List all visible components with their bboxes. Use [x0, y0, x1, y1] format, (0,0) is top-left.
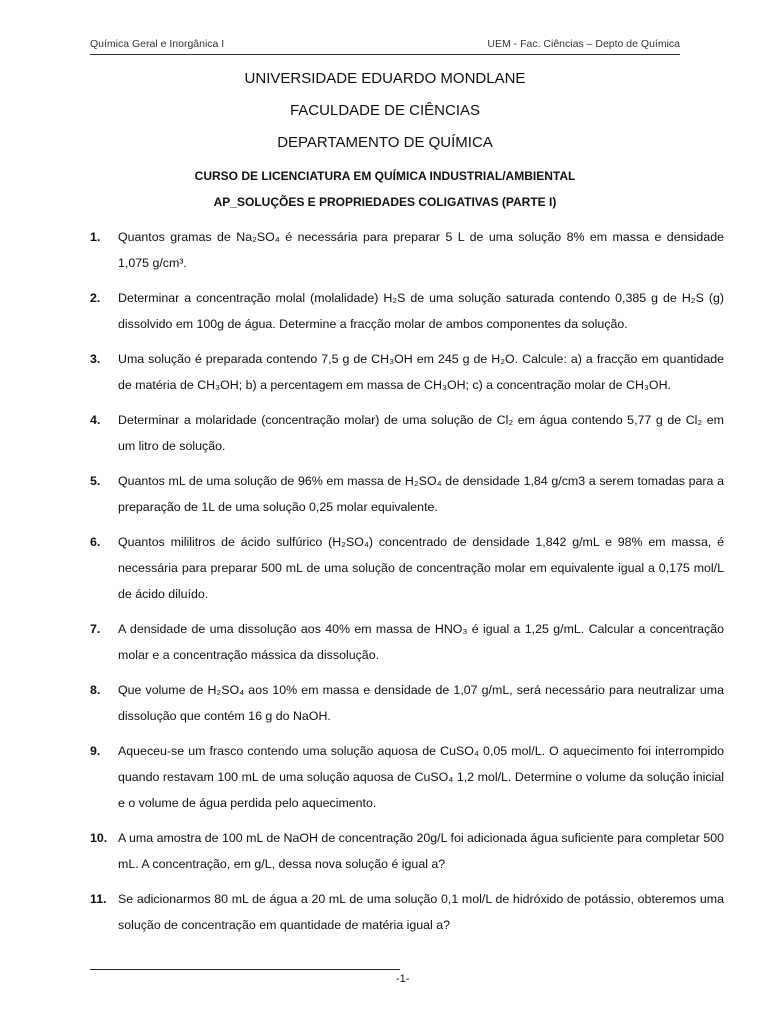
question-text: Uma solução é preparada contendo 7,5 g de CH₃OH em 245 g de H₂O. Calcule: a) a fracção em quantidade de matéria de CH₃OH; b) a percentagem em massa de CH₃OH; c) a concentração molar de CH₃OH.: [118, 352, 724, 392]
question-number: 1.: [90, 230, 101, 244]
footer-rule: [90, 969, 400, 970]
header-institution: UEM - Fac. Ciências – Depto de Química: [487, 38, 680, 50]
header-course-name: Química Geral e Inorgânica I: [90, 38, 225, 50]
running-header: [90, 38, 680, 55]
question-number: 4.: [90, 413, 101, 427]
question-text: A uma amostra de 100 mL de NaOH de concentração 20g/L foi adicionada água suficiente para completar 500 mL. A concentração, em g/L, dessa nova solução é igual a?: [118, 831, 724, 871]
question-number: 11.: [90, 892, 107, 906]
question-number: 9.: [90, 744, 101, 758]
question-number: 6.: [90, 535, 101, 549]
question-item: [90, 677, 724, 729]
question-text: Quantos gramas de Na₂SO₄ é necessária para preparar 5 L de uma solução 8% em massa e densidade 1,075 g/cm³.: [118, 230, 724, 270]
question-number: 3.: [90, 352, 101, 366]
question-text: Aqueceu-se um frasco contendo uma solução aquosa de CuSO₄ 0,05 mol/L. O aquecimento foi interrompido quando restavam 100 mL de uma solução aquosa de CuSO₄ 1,2 mol/L. Determine o volume da solução inicial e o volume de água perdida pelo aquecimento.: [118, 744, 724, 810]
course-title: CURSO DE LICENCIATURA EM QUÍMICA INDUSTRIAL/AMBIENTAL: [194, 169, 576, 183]
question-text: Quantos mililitros de ácido sulfúrico (H₂SO₄) concentrado de densidade 1,842 g/mL e 98% em massa, é necessária para preparar 500 mL de uma solução de concentração molar em equivalente igual a 0,175 mol/L de ácido diluído.: [118, 535, 724, 601]
question-item: [90, 468, 724, 520]
title-block: [90, 68, 680, 210]
question-text: Determinar a molaridade (concentração molar) de uma solução de Cl₂ em água contendo 5,77 g de Cl₂ em um litro de solução.: [118, 413, 724, 453]
question-item: [90, 285, 724, 337]
question-item: [90, 407, 724, 459]
department-title: DEPARTAMENTO DE QUÍMICA: [277, 134, 493, 151]
question-text: Que volume de H₂SO₄ aos 10% em massa e densidade de 1,07 g/mL, será necessário para neutralizar uma dissolução que contém 16 g do NaOH.: [118, 683, 724, 723]
question-item: [90, 616, 724, 668]
question-item: [90, 346, 724, 398]
question-item: [90, 529, 724, 607]
question-number: 10.: [90, 831, 108, 845]
question-text: Determinar a concentração molal (molalidade) H₂S de uma solução saturada contendo 0,385 g de H₂S (g) dissolvido em 100g de água. Determine a fracção molar de ambos componentes da solução.: [118, 291, 724, 331]
page-number: -1-: [396, 973, 410, 985]
university-title: UNIVERSIDADE EDUARDO MONDLANE: [244, 70, 526, 87]
question-item: [90, 224, 724, 276]
faculty-title: FACULDADE DE CIÊNCIAS: [289, 102, 481, 119]
question-text: Quantos mL de uma solução de 96% em massa de H₂SO₄ de densidade 1,84 g/cm3 a serem tomadas para a preparação de 1L de uma solução 0,25 molar equivalente.: [118, 474, 724, 514]
topic-title: AP_SOLUÇÕES E PROPRIEDADES COLIGATIVAS (PARTE I): [213, 195, 557, 209]
question-text: A densidade de uma dissolução aos 40% em massa de HNO₃ é igual a 1,25 g/mL. Calcular a concentração molar e a concentração mássica da dissolução.: [118, 622, 724, 662]
question-number: 5.: [90, 474, 101, 488]
question-number: 8.: [90, 683, 101, 697]
question-text: Se adicionarmos 80 mL de água a 20 mL de uma solução 0,1 mol/L de hidróxido de potássio, obteremos uma solução de concentração em quantidade de matéria igual a?: [118, 892, 724, 932]
question-item: [90, 886, 724, 938]
question-list: [90, 224, 724, 947]
question-item: [90, 738, 724, 816]
question-number: 7.: [90, 622, 101, 636]
question-number: 2.: [90, 291, 101, 305]
question-item: [90, 825, 724, 877]
